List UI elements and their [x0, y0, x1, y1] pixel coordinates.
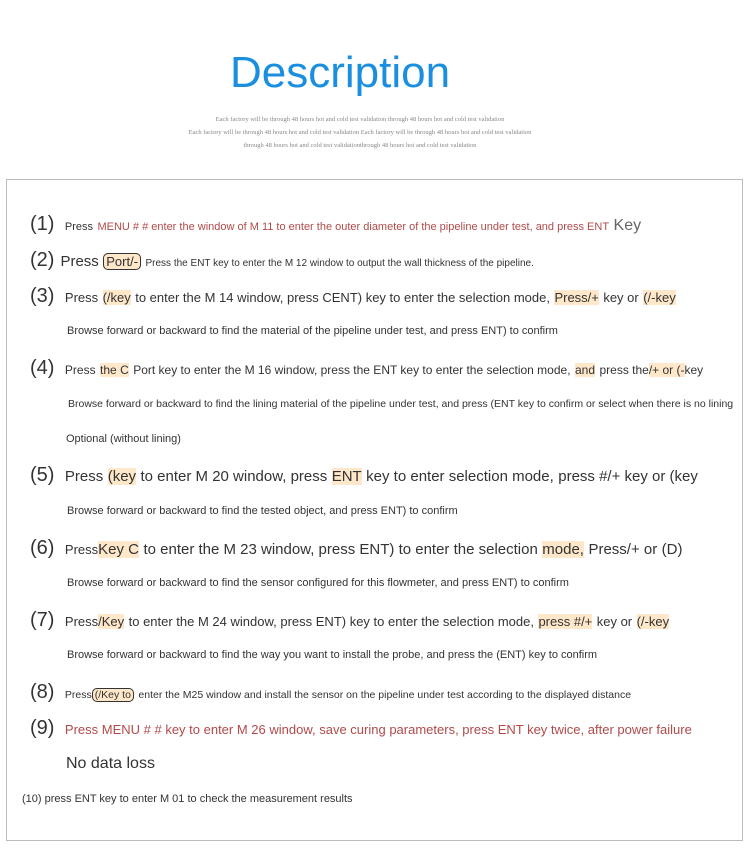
step-text: and	[574, 363, 596, 377]
step-number: (7)	[30, 609, 55, 631]
step-text: key to enter selection mode,	[366, 468, 554, 485]
step-1	[30, 213, 641, 236]
step-6-detail: Browse forward or backward to find the sensor configured for this flowmeter, and press ENT) to confirm	[67, 577, 569, 589]
key-label: (/-key	[643, 290, 676, 305]
step-text: Press	[64, 542, 99, 557]
step-9	[30, 717, 692, 740]
step-number: (6)	[30, 537, 55, 559]
key-label: (key	[107, 468, 137, 485]
step-text: to enter the M 23 window, press ENT) to enter the selection	[143, 541, 538, 558]
step-2	[30, 249, 534, 272]
step-text: Press	[64, 468, 104, 485]
key-label: (/-key	[636, 614, 670, 629]
key-label: (D)	[661, 541, 683, 558]
step-9-detail: No data loss	[66, 755, 155, 772]
key-label: (/Key to	[92, 688, 134, 702]
step-text: Press the ENT key to enter the M 12 window to output the wall thickness of the pipeline.	[145, 258, 534, 269]
step-text: Key	[613, 217, 642, 234]
step-text: to enter M 20 window, press	[140, 468, 328, 485]
step-3-detail: Browse forward or backward to find the material of the pipeline under test, and press ENT) to confirm	[67, 325, 558, 337]
step-4	[30, 357, 703, 380]
step-4-detail: Browse forward or backward to find the lining material of the pipeline under test, and press (ENT key to confirm or select when there is no lining	[68, 398, 734, 410]
step-text: Press	[64, 363, 96, 377]
subtitle-line-3: through 48 hours hot and cold test validationthrough 48 hours hot and cold test validation	[243, 142, 477, 149]
step-text: Press	[64, 290, 99, 305]
step-text: Press/+ or	[588, 541, 658, 558]
key-label: the C	[100, 363, 129, 377]
step-number: (4)	[30, 357, 55, 379]
step-text: to enter the M 14 window, press CENT) key to enter the selection mode,	[135, 290, 550, 305]
key-label: ENT	[331, 468, 362, 485]
step-number: (8)	[30, 681, 55, 703]
step-text: key or	[596, 614, 633, 629]
key-label: press #/+	[538, 614, 593, 629]
step-text: to enter the M 24 window, press ENT) key to enter the selection mode,	[128, 614, 534, 629]
step-number: (1)	[30, 213, 55, 235]
step-10: (10) press ENT key to enter M 01 to check the measurement results	[22, 793, 353, 805]
step-number: (2)	[30, 249, 55, 271]
step-text: Press MENU # # key to enter M 26 window, save curing parameters, press ENT key twice, after power failure	[64, 722, 692, 737]
subtitle-line-1: Each factory will be through 48 hours hot and cold test validation through 48 hours hot and cold test validation	[215, 116, 505, 123]
key-label: Press/+	[554, 290, 599, 305]
step-number: (5)	[30, 464, 55, 486]
step-6	[30, 537, 683, 560]
step-8	[30, 681, 631, 704]
step-7	[30, 609, 669, 632]
step-text: enter the M25 window and install the sensor on the pipeline under test according to the displayed distance	[138, 689, 632, 701]
step-text: Press	[64, 221, 94, 233]
step-text: mode,	[542, 541, 584, 558]
key-label: Key C	[98, 541, 139, 558]
key-label: (/key	[102, 290, 131, 305]
key-label: /+ or (-	[648, 363, 685, 377]
step-text: Press	[60, 253, 99, 270]
step-4-detail-2: Optional (without lining)	[66, 433, 181, 445]
step-text: key	[684, 363, 704, 377]
step-text: key or	[603, 290, 639, 305]
subtitle-line-2: Each factory will be through 48 hours hot and cold test validation Each factory will be through 48 hours hot and cold test validation	[188, 129, 532, 136]
step-text: press #/+ key or (key	[558, 468, 698, 485]
step-text: Port key to enter the M 16 window, press the ENT key to enter the selection mode,	[133, 363, 571, 377]
step-7-detail: Browse forward or backward to find the way you want to install the probe, and press the (ENT) key to confirm	[67, 649, 598, 661]
step-text: Press	[64, 689, 92, 701]
key-label: Port/-	[103, 253, 141, 270]
step-text: MENU # # enter the window of M 11 to enter the outer diameter of the pipeline under test, and press ENT	[97, 221, 610, 233]
step-5-detail: Browse forward or backward to find the tested object, and press ENT) to confirm	[67, 505, 458, 517]
step-3	[30, 285, 676, 308]
step-number: (9)	[30, 717, 55, 739]
step-text: Press	[64, 614, 99, 629]
step-number: (3)	[30, 285, 55, 307]
page-title: Description	[229, 48, 451, 97]
key-label: /Key	[98, 614, 125, 629]
step-text: press the	[599, 363, 649, 377]
step-5	[30, 464, 698, 487]
